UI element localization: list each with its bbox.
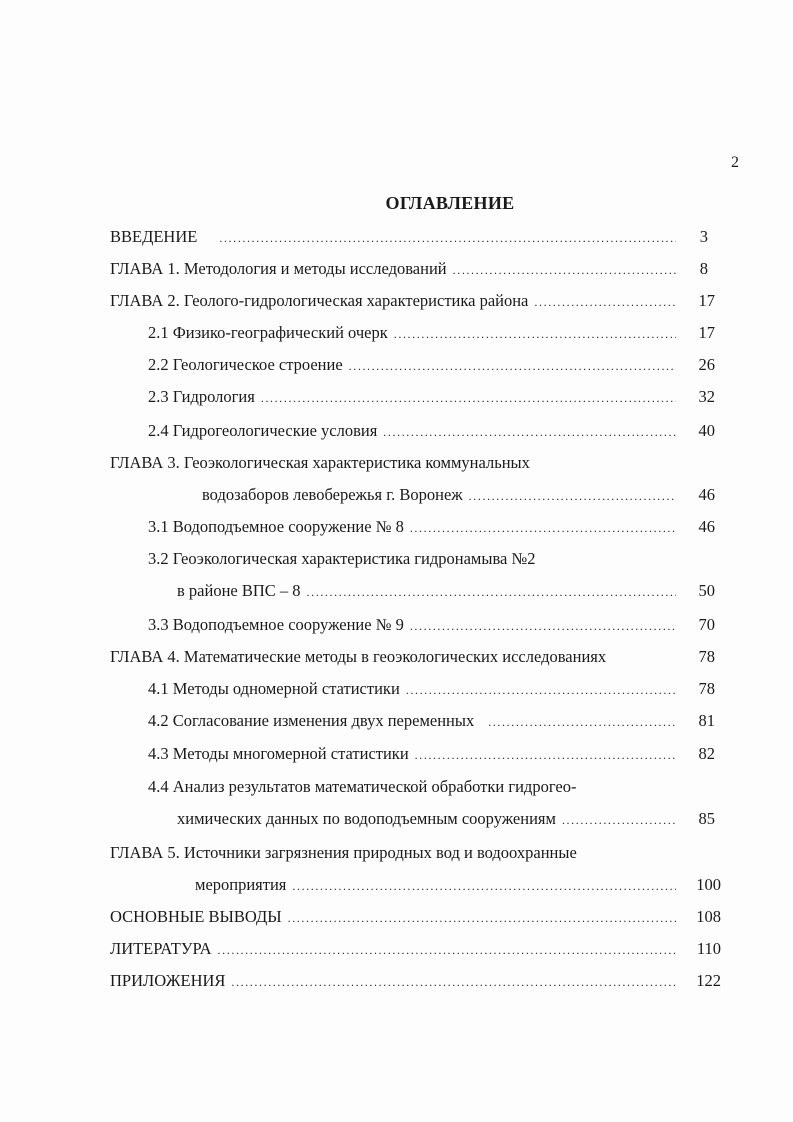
- toc-entry-section-4-2[interactable]: [148, 710, 680, 732]
- toc-entry-page: 108: [696, 907, 721, 926]
- page-number: 2: [731, 154, 739, 171]
- toc-entry-chapter-3-continued[interactable]: [202, 484, 680, 506]
- toc-leader-dots: [488, 711, 676, 733]
- toc-entry-label: 2.4 Гидрогеологические условия: [148, 421, 378, 440]
- toc-entry-page: 17: [698, 323, 715, 342]
- toc-entry-page: 110: [696, 939, 721, 958]
- toc-entry-section-4-4[interactable]: [148, 776, 680, 798]
- toc-entry-page: 17: [698, 291, 715, 310]
- toc-entry-page: 70: [698, 615, 715, 634]
- toc-entry-section-2-3[interactable]: [148, 386, 680, 408]
- toc-entry-section-3-2-continued[interactable]: [177, 580, 680, 602]
- toc-entry-label: 2.3 Гидрология: [148, 387, 255, 406]
- toc-leader-dots: [292, 875, 676, 897]
- toc-title: ОГЛАВЛЕНИЕ: [385, 193, 515, 213]
- toc-entry-label: 2.2 Геологическое строение: [148, 355, 343, 374]
- toc-entry-introduction[interactable]: [110, 226, 680, 248]
- toc-entry-label-continued: химических данных по водоподъемным сооружениям: [177, 809, 556, 828]
- toc-entry-section-4-4-continued[interactable]: [177, 808, 680, 830]
- toc-entry-label: ПРИЛОЖЕНИЯ: [110, 971, 226, 990]
- toc-entry-label: 4.4 Анализ результатов математической обработки гидрогео-: [148, 777, 577, 796]
- toc-entry-section-2-4[interactable]: [148, 420, 680, 442]
- toc-leader-dots: [406, 679, 676, 701]
- toc-entry-conclusions[interactable]: [110, 906, 680, 928]
- toc-leader-dots: [231, 971, 676, 993]
- toc-entry-label-continued: мероприятия: [195, 875, 287, 894]
- toc-entry-chapter-5[interactable]: [110, 842, 680, 864]
- toc-leader-dots: [415, 744, 676, 766]
- toc-entry-label: 3.2 Геоэкологическая характеристика гидронамыва №2: [148, 549, 536, 568]
- toc-leader-dots: [261, 387, 676, 409]
- toc-entry-chapter-4[interactable]: [110, 646, 685, 668]
- toc-leader-dots: [288, 907, 676, 929]
- toc-entry-section-3-3[interactable]: [148, 614, 680, 636]
- toc-leader-dots: [410, 517, 676, 539]
- toc-entry-page: 50: [698, 581, 715, 600]
- toc-entry-label: ГЛАВА 5. Источники загрязнения природных вод и водоохранные: [110, 843, 577, 862]
- toc-entry-page: 8: [699, 259, 708, 278]
- toc-entry-label: ГЛАВА 4. Математические методы в геоэкологических исследованиях: [110, 647, 607, 666]
- toc-entry-section-2-1[interactable]: [148, 322, 680, 344]
- toc-entry-label: ГЛАВА 1. Методология и методы исследований: [110, 259, 447, 278]
- toc-entry-page: 100: [696, 875, 721, 894]
- toc-entry-section-2-2[interactable]: [148, 354, 680, 376]
- toc-entry-section-3-1[interactable]: [148, 516, 680, 538]
- toc-entry-section-4-1[interactable]: [148, 678, 680, 700]
- toc-leader-dots: [219, 227, 676, 249]
- toc-entry-page: 46: [698, 485, 715, 504]
- toc-entry-section-4-3[interactable]: [148, 743, 680, 765]
- toc-entry-page: 82: [698, 744, 715, 763]
- toc-entry-page: 85: [698, 809, 715, 828]
- toc-entry-literature[interactable]: [110, 938, 680, 960]
- toc-entry-chapter-3[interactable]: [110, 452, 680, 474]
- toc-entry-label-continued: в районе ВПС – 8: [177, 581, 301, 600]
- toc-entry-page: 81: [698, 711, 715, 730]
- toc-entry-label: 3.3 Водоподъемное сооружение № 9: [148, 615, 404, 634]
- toc-entry-label: 4.3 Методы многомерной статистики: [148, 744, 409, 763]
- toc-entry-appendices[interactable]: [110, 970, 680, 992]
- toc-entry-page: 3: [699, 227, 708, 246]
- toc-leader-dots: [349, 355, 676, 377]
- toc-entry-chapter-2[interactable]: [110, 290, 680, 312]
- toc-entry-page: 78: [698, 679, 715, 698]
- toc-leader-dots: [218, 939, 676, 961]
- toc-entry-page: 32: [698, 387, 715, 406]
- toc-entry-label: 3.1 Водоподъемное сооружение № 8: [148, 517, 404, 536]
- toc-leader-dots: [469, 485, 676, 507]
- toc-entry-page: 26: [698, 355, 715, 374]
- toc-entry-label: 4.2 Согласование изменения двух переменных: [148, 711, 475, 730]
- toc-entry-label: ГЛАВА 2. Геолого-гидрологическая характеристика района: [110, 291, 529, 310]
- toc-entry-label: ВВЕДЕНИЕ: [110, 227, 198, 246]
- toc-entry-label: 4.1 Методы одномерной статистики: [148, 679, 400, 698]
- toc-entry-page: 78: [698, 647, 715, 666]
- toc-entry-chapter-1[interactable]: [110, 258, 680, 280]
- toc-leader-dots: [307, 581, 676, 603]
- toc-entry-label: ГЛАВА 3. Геоэкологическая характеристика коммунальных: [110, 453, 530, 472]
- toc-entry-label: ЛИТЕРАТУРА: [110, 939, 212, 958]
- toc-entry-page: 46: [698, 517, 715, 536]
- toc-leader-dots: [410, 615, 676, 637]
- toc-entry-section-3-2[interactable]: [148, 548, 680, 570]
- toc-entry-page: 122: [696, 971, 721, 990]
- toc-leader-dots: [394, 323, 676, 345]
- toc-entry-chapter-5-continued[interactable]: [195, 874, 680, 896]
- toc-entry-label-continued: водозаборов левобережья г. Воронеж: [202, 485, 463, 504]
- toc-leader-dots: [453, 259, 676, 281]
- toc-leader-dots: [383, 421, 676, 443]
- toc-entry-label: ОСНОВНЫЕ ВЫВОДЫ: [110, 907, 282, 926]
- toc-entry-page: 40: [698, 421, 715, 440]
- toc-entry-label: 2.1 Физико-географический очерк: [148, 323, 388, 342]
